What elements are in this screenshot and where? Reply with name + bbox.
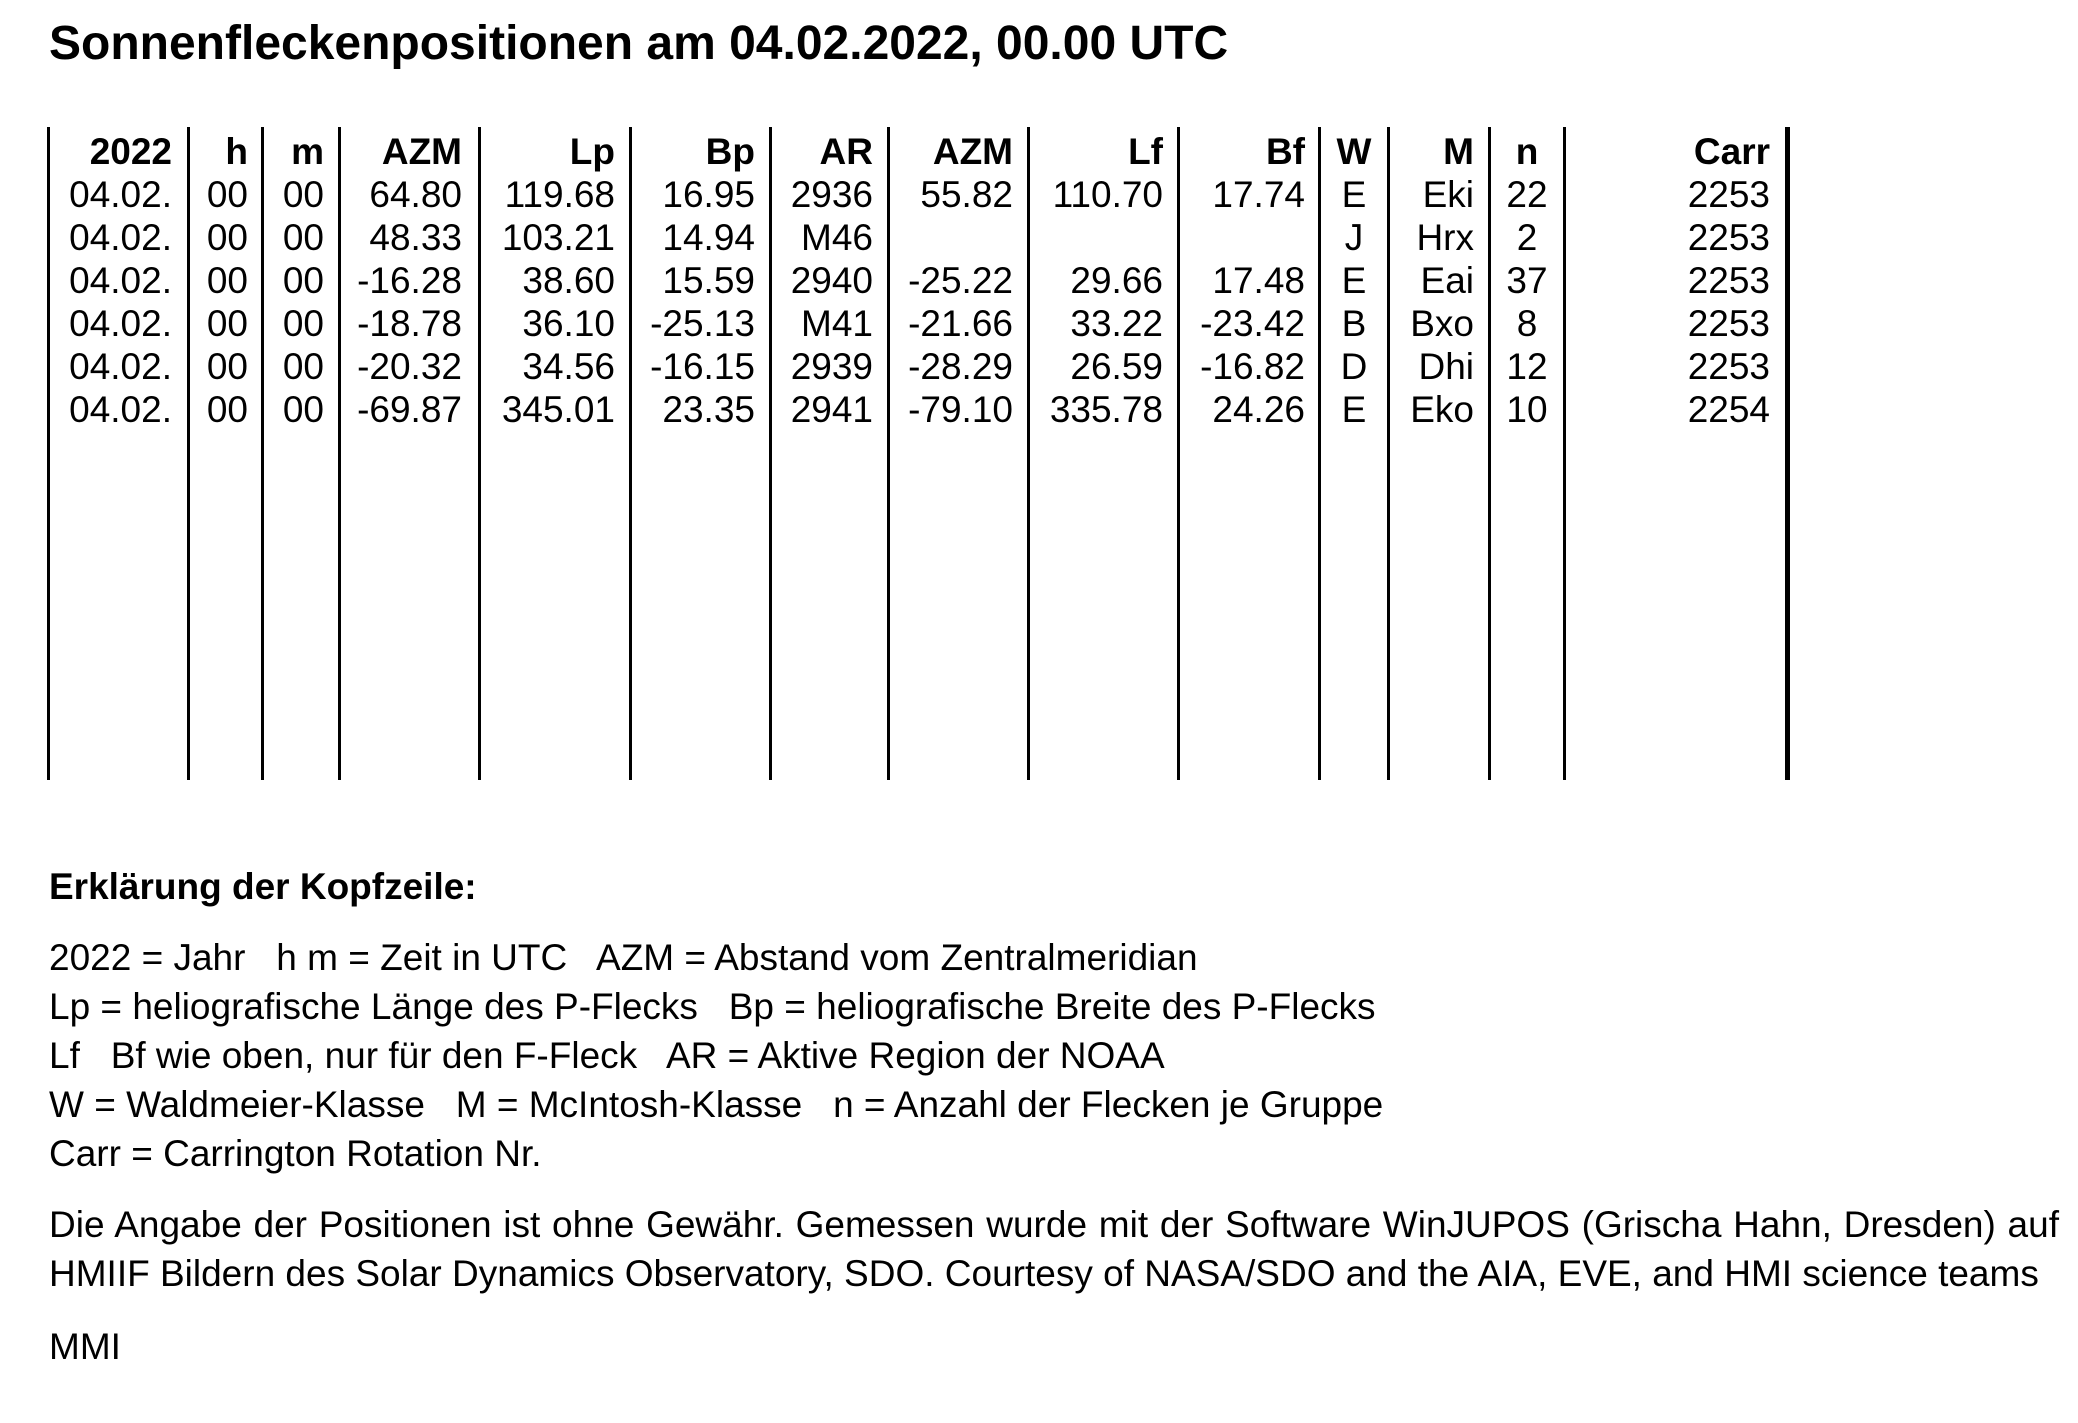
cell-ar: 2940 xyxy=(790,260,873,301)
cell-lp: 34.56 xyxy=(522,346,615,387)
table-row xyxy=(47,216,1790,260)
cell-minute: 00 xyxy=(282,346,324,387)
cell-bf: -16.82 xyxy=(1200,346,1305,387)
cell-m: Eko xyxy=(1410,389,1474,430)
cell-date: 04.02. xyxy=(69,346,172,387)
legend-line: 2022 = Jahr h m = Zeit in UTC AZM = Abstand vom Zentralmeridian xyxy=(49,937,1198,978)
cell-bp: 14.94 xyxy=(662,217,755,258)
cell-carr: 2253 xyxy=(1687,346,1770,387)
cell-n: 37 xyxy=(1506,260,1548,301)
cell-m: Eai xyxy=(1420,260,1474,301)
disclaimer-text: Die Angabe der Positionen ist ohne Gewähr. Gemessen wurde mit der Software WinJUPOS (Grischa Hahn, Dresden) auf HMIIF Bildern des Solar Dynamics Observatory, SDO. Courtesy of NASA/SDO and the AIA, EVE, and HMI science teams xyxy=(49,1204,2059,1294)
cell-lf: 33.22 xyxy=(1070,303,1163,344)
cell-bp: 23.35 xyxy=(662,389,755,430)
cell-azm-f: 55.82 xyxy=(920,174,1013,215)
cell-w: J xyxy=(1344,217,1364,258)
cell-azm-f: -28.29 xyxy=(908,346,1013,387)
cell-lf xyxy=(1027,216,1163,260)
header-bf: Bf xyxy=(1265,131,1305,172)
cell-w: D xyxy=(1340,346,1368,387)
cell-carr: 2253 xyxy=(1687,217,1770,258)
sunspot-table xyxy=(47,127,1790,780)
legend-line: Lp = heliografische Länge des P-Flecks Bp = heliografische Breite des P-Flecks xyxy=(49,986,1376,1027)
table-row xyxy=(47,259,1790,303)
cell-azm-p: -18.78 xyxy=(357,303,462,344)
cell-lf: 26.59 xyxy=(1070,346,1163,387)
author-signature: MMI xyxy=(49,1326,121,1367)
cell-n: 8 xyxy=(1516,303,1538,344)
cell-hour: 00 xyxy=(206,346,248,387)
cell-ar: M41 xyxy=(801,303,873,344)
cell-bf xyxy=(1177,216,1305,260)
legend-section xyxy=(49,862,2059,1371)
header-w: W xyxy=(1336,131,1372,172)
cell-lf: 110.70 xyxy=(1052,174,1163,215)
cell-azm-p: -20.32 xyxy=(357,346,462,387)
cell-lf: 335.78 xyxy=(1049,389,1163,430)
header-year: 2022 xyxy=(89,131,172,172)
cell-azm-f xyxy=(887,216,1013,260)
cell-azm-p: 64.80 xyxy=(369,174,462,215)
cell-n: 22 xyxy=(1506,174,1548,215)
page-title: Sonnenfleckenpositionen am 04.02.2022, 00.00 UTC xyxy=(49,17,1229,70)
cell-azm-f: -79.10 xyxy=(908,389,1013,430)
table-row xyxy=(47,173,1790,217)
cell-bf: 24.26 xyxy=(1212,389,1305,430)
cell-hour: 00 xyxy=(206,389,248,430)
cell-hour: 00 xyxy=(206,303,248,344)
header-ar: AR xyxy=(819,131,873,172)
cell-azm-p: -69.87 xyxy=(357,389,462,430)
cell-n: 10 xyxy=(1506,389,1548,430)
cell-azm-f: -25.22 xyxy=(908,260,1013,301)
cell-minute: 00 xyxy=(282,217,324,258)
legend-heading: Erklärung der Kopfzeile: xyxy=(49,866,477,907)
cell-m: Eki xyxy=(1422,174,1474,215)
cell-w: E xyxy=(1341,389,1367,430)
cell-ar: 2936 xyxy=(790,174,873,215)
cell-bp: 15.59 xyxy=(662,260,755,301)
cell-date: 04.02. xyxy=(69,303,172,344)
table-row xyxy=(47,388,1790,432)
cell-lp: 103.21 xyxy=(501,217,615,258)
cell-ar: M46 xyxy=(801,217,873,258)
cell-bf: -23.42 xyxy=(1200,303,1305,344)
cell-m: Hrx xyxy=(1416,217,1474,258)
cell-minute: 00 xyxy=(282,260,324,301)
cell-date: 04.02. xyxy=(69,389,172,430)
cell-lp: 119.68 xyxy=(504,174,615,215)
cell-ar: 2939 xyxy=(790,346,873,387)
cell-azm-p: -16.28 xyxy=(357,260,462,301)
table-row xyxy=(47,302,1790,346)
cell-lp: 36.10 xyxy=(522,303,615,344)
header-bp: Bp xyxy=(705,131,755,172)
cell-bf: 17.48 xyxy=(1212,260,1305,301)
cell-carr: 2254 xyxy=(1687,389,1770,430)
table-row xyxy=(47,345,1790,389)
legend-line: W = Waldmeier-Klasse M = McIntosh-Klasse n = Anzahl der Flecken je Gruppe xyxy=(49,1084,1384,1125)
legend-line: Carr = Carrington Rotation Nr. xyxy=(49,1133,542,1174)
cell-hour: 00 xyxy=(206,217,248,258)
header-lp: Lp xyxy=(569,131,615,172)
cell-w: E xyxy=(1341,174,1367,215)
cell-date: 04.02. xyxy=(69,260,172,301)
cell-bp: -25.13 xyxy=(650,303,755,344)
cell-minute: 00 xyxy=(282,303,324,344)
cell-m: Bxo xyxy=(1410,303,1474,344)
cell-carr: 2253 xyxy=(1687,260,1770,301)
header-azm-p: AZM xyxy=(381,131,462,172)
cell-azm-f: -21.66 xyxy=(908,303,1013,344)
cell-minute: 00 xyxy=(282,389,324,430)
cell-lp: 38.60 xyxy=(522,260,615,301)
cell-w: B xyxy=(1341,303,1367,344)
cell-carr: 2253 xyxy=(1687,174,1770,215)
cell-bf: 17.74 xyxy=(1212,174,1305,215)
cell-azm-p: 48.33 xyxy=(369,217,462,258)
cell-lf: 29.66 xyxy=(1070,260,1163,301)
cell-date: 04.02. xyxy=(69,217,172,258)
header-carr: Carr xyxy=(1693,131,1770,172)
cell-hour: 00 xyxy=(206,260,248,301)
table-header-row xyxy=(47,130,1790,174)
cell-ar: 2941 xyxy=(790,389,873,430)
cell-carr: 2253 xyxy=(1687,303,1770,344)
header-hour: h xyxy=(225,131,248,172)
cell-n: 2 xyxy=(1516,217,1538,258)
cell-hour: 00 xyxy=(206,174,248,215)
header-lf: Lf xyxy=(1128,131,1163,172)
header-minute: m xyxy=(291,131,324,172)
cell-minute: 00 xyxy=(282,174,324,215)
cell-m: Dhi xyxy=(1418,346,1474,387)
cell-w: E xyxy=(1341,260,1367,301)
cell-bp: 16.95 xyxy=(662,174,755,215)
cell-n: 12 xyxy=(1506,346,1548,387)
legend-line: Lf Bf wie oben, nur für den F-Fleck AR = Aktive Region der NOAA xyxy=(49,1035,1165,1076)
header-azm-f: AZM xyxy=(932,131,1013,172)
header-n: n xyxy=(1515,131,1539,172)
header-m: M xyxy=(1443,131,1474,172)
cell-bp: -16.15 xyxy=(650,346,755,387)
cell-lp: 345.01 xyxy=(501,389,615,430)
cell-date: 04.02. xyxy=(69,174,172,215)
